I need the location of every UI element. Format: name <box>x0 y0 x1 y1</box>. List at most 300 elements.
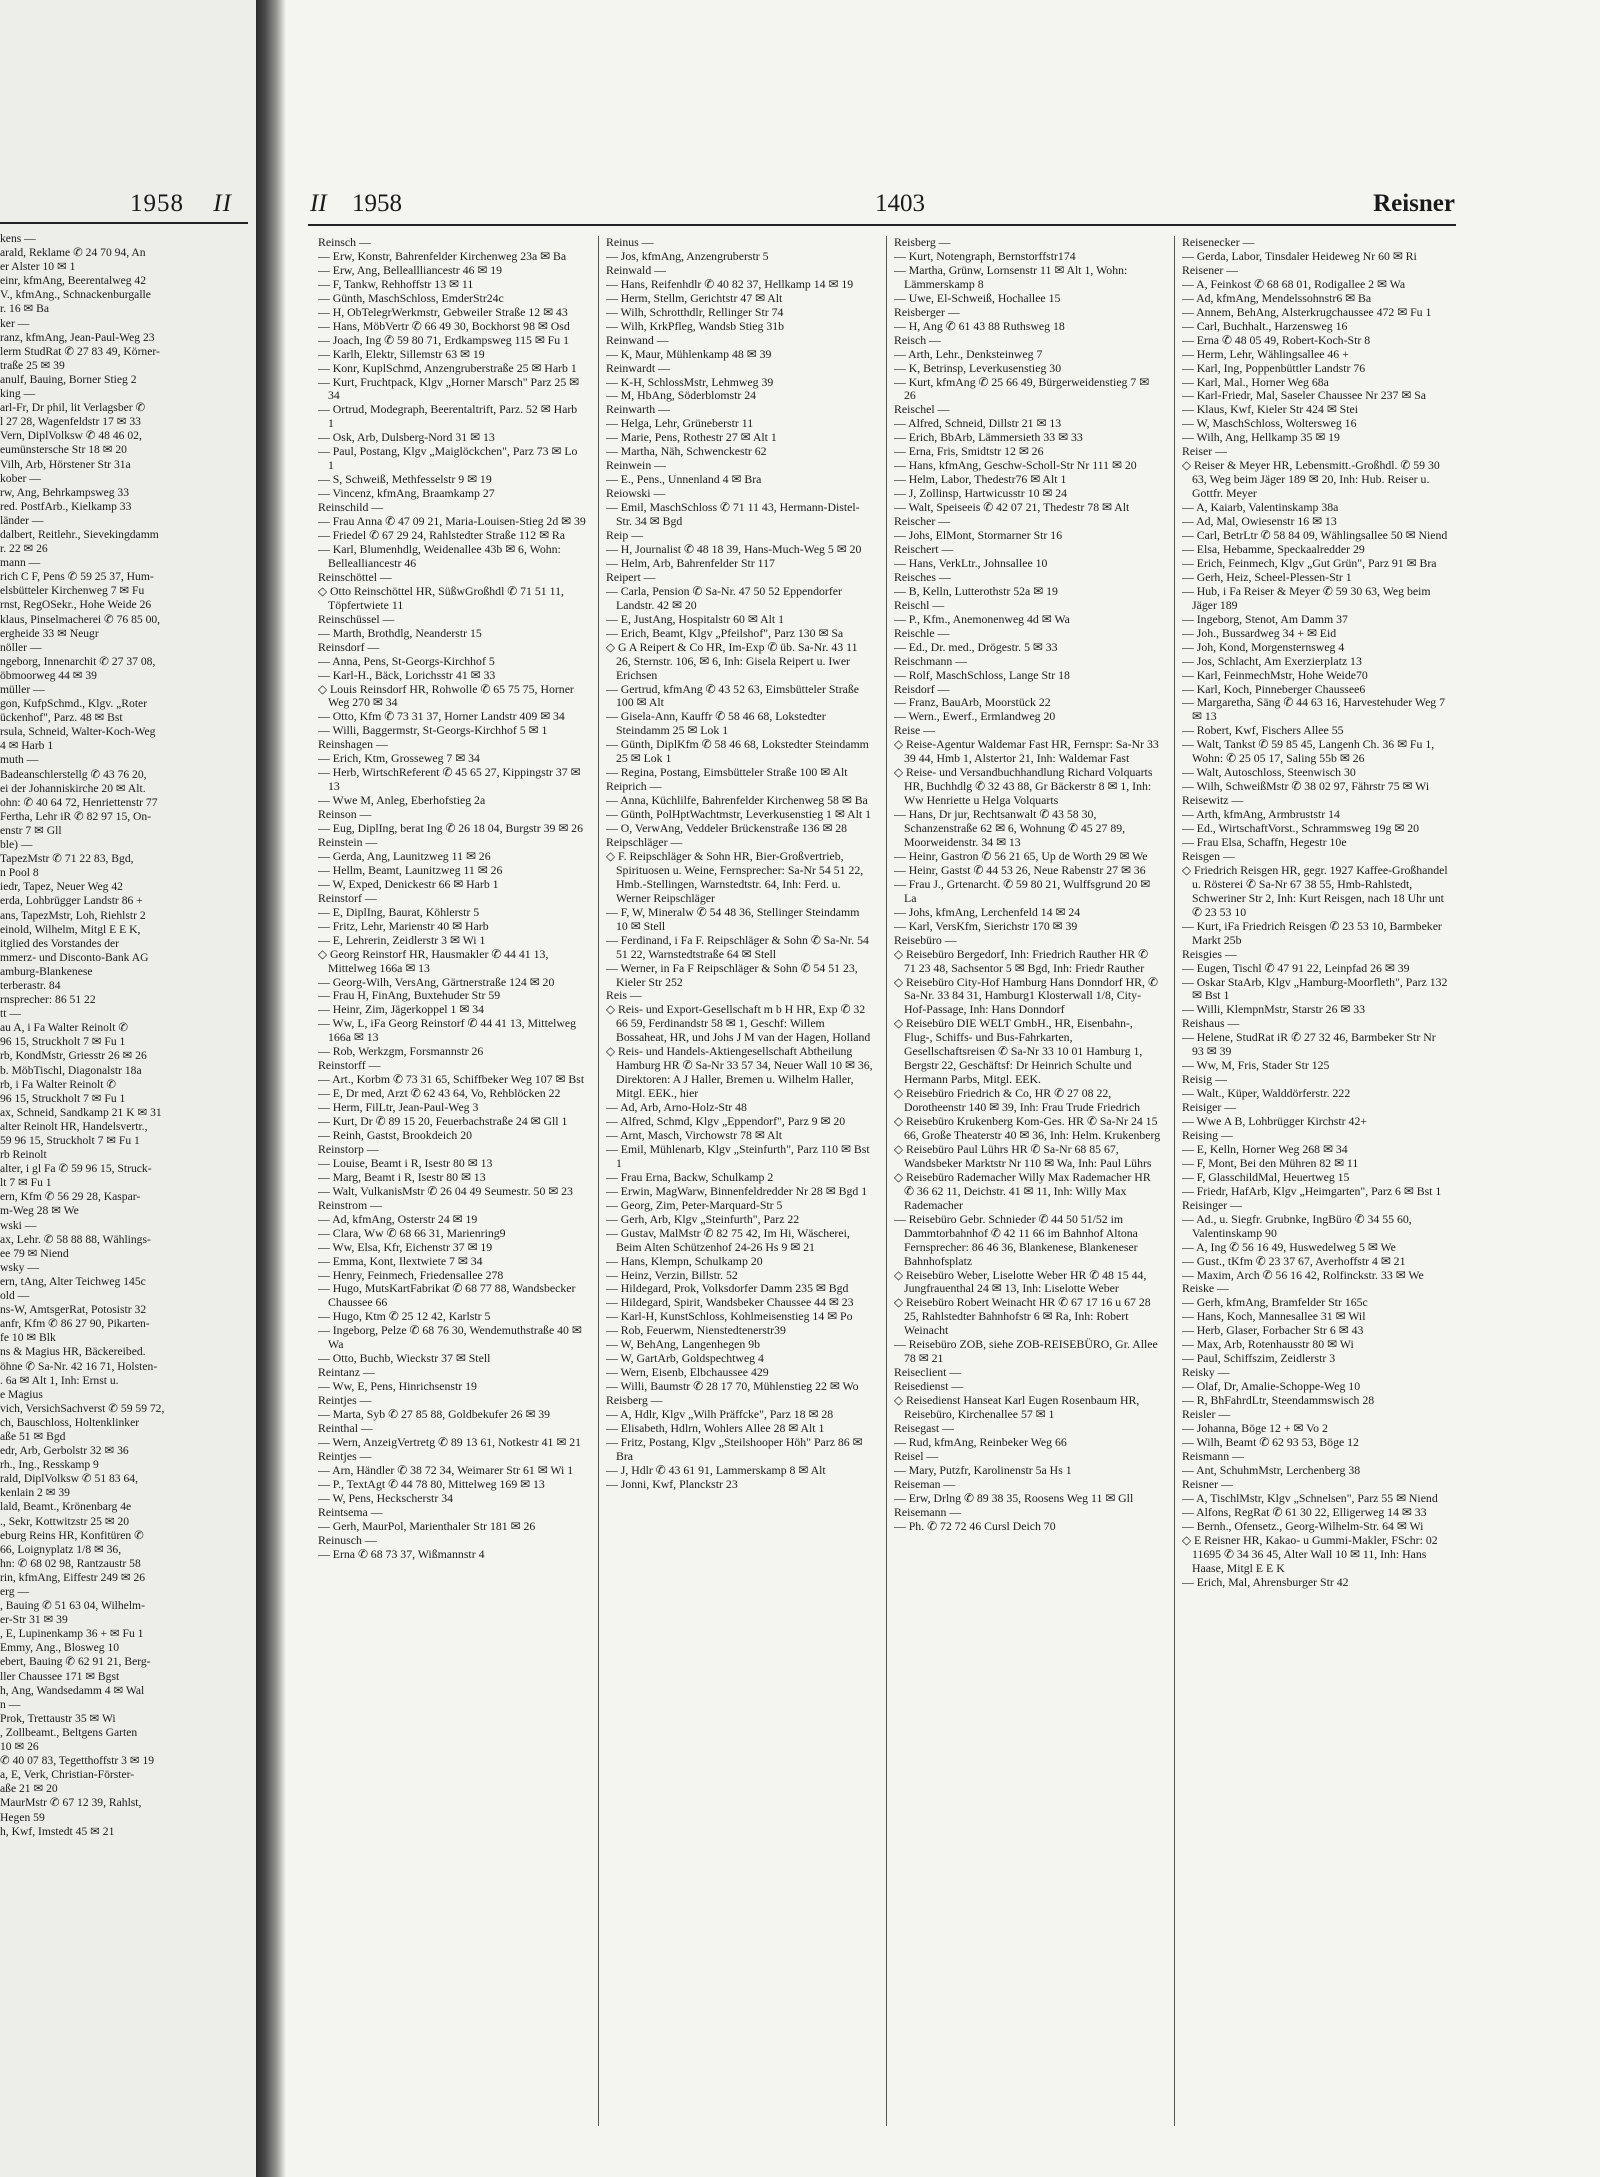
directory-entry: — Ant, SchuhmMstr, Lerchenberg 38 <box>1182 1462 1361 1477</box>
directory-entry: — Erw, Drlng ✆ 89 38 35, Roosens Weg 11 ✉ Gll <box>894 1490 1134 1505</box>
left-page-line: anulf, Bauing, Borner Stieg 2 <box>0 372 137 386</box>
surname-heading: Reisig — <box>1182 1073 1227 1087</box>
directory-entry: — Henry, Feinmech, Friedensallee 278 <box>318 1267 504 1282</box>
directory-entry: — A, Kaiarb, Valentinskamp 38a <box>1182 500 1339 515</box>
directory-entry: — Karlh, Elektr, Sillemstr 63 ✉ 19 <box>318 346 485 361</box>
directory-entry: — Hugo, MutsKartFabrikat ✆ 68 77 88, Wandsbecker Chaussee 66 <box>318 1281 576 1310</box>
directory-entry: — Herm, Lehr, Wählingsallee 46 + <box>1182 346 1349 361</box>
directory-entry: — Carl, Buchhalt., Harzensweg 16 <box>1182 318 1348 333</box>
left-page-line: muth — <box>0 753 39 767</box>
left-page-line: ei der Johanniskirche 20 ✉ Alt. <box>0 781 146 795</box>
left-page-line: ax, Schneid, Sandkamp 21 K ✉ 31 <box>0 1105 162 1119</box>
directory-entry: — Karl-Friedr, Mal, Saseler Chaussee Nr 237 ✉ Sa <box>1182 388 1426 403</box>
directory-entry: — Herb, Glaser, Forbacher Str 6 ✉ 43 <box>1182 1323 1364 1338</box>
left-page-line: terberastr. 84 <box>0 978 61 992</box>
left-page-line: r. 16 ✉ Ba <box>0 302 50 316</box>
directory-entry: ◇ Reisebüro Friedrich & Co, HR ✆ 27 08 22, Dorotheenstr 140 ✉ 39, Inh: Frau Trude Friedrich <box>894 1086 1140 1115</box>
left-page-line: dalbert, Reitlehr., Sievekingdamm <box>0 527 159 541</box>
column-1 <box>318 236 586 2126</box>
directory-entry: — A, Hdlr, Klgv „Wilh Präffcke", Parz 18 ✉ 28 <box>606 1407 834 1422</box>
directory-entry: — Willi, KlempnMstr, Starstr 26 ✉ 33 <box>1182 1002 1366 1017</box>
left-page-line: vich, VersichSachverst ✆ 59 59 72, <box>0 1401 165 1415</box>
directory-entry: — Wwe M, Anleg, Eberhofstieg 2a <box>318 793 486 808</box>
left-page-line: eburg Reins HR, Konfitüren ✆ <box>0 1528 144 1542</box>
surname-heading: Reisberg — <box>894 236 951 249</box>
left-page-text <box>0 232 252 1839</box>
directory-entry: — Vincenz, kfmAng, Braamkamp 27 <box>318 486 495 501</box>
left-page-line: ranz, kfmAng, Jean-Paul-Weg 23 <box>0 330 155 344</box>
left-page-line: alter Reinolt HR, Handelsvertr., <box>0 1119 148 1133</box>
directory-entry: — Marg, Beamt i R, Isestr 80 ✉ 13 <box>318 1169 486 1184</box>
left-page-line: einold, Wilhelm, Mitgl E E K, <box>0 922 141 936</box>
left-page-line: , E, Lupinenkamp 36 + ✉ Fu 1 <box>0 1627 144 1641</box>
left-page-line: V., kfmAng., Schnackenburgalle <box>0 288 151 302</box>
directory-entry: — Heinr, Gastron ✆ 56 21 65, Up de Worth 29 ✉ We <box>894 848 1148 863</box>
directory-entry: — W, MaschSchloss, Woltersweg 16 <box>1182 416 1357 431</box>
left-page-line: red. PostfArb., Kielkamp 33 <box>0 499 132 513</box>
directory-entry: — H, Ang ✆ 61 43 88 Ruthsweg 18 <box>894 318 1065 333</box>
surname-heading: Reisel — <box>894 1449 939 1463</box>
left-page-line: Hegen 59 <box>0 1810 45 1824</box>
left-page-line: lald, Beamt., Krönenbarg 4e <box>0 1500 132 1514</box>
directory-entry: — Karl-H., Bäck, Lorichsstr 41 ✉ 33 <box>318 667 496 682</box>
surname-heading: Reisinger — <box>1182 1198 1242 1212</box>
directory-entry: — Ferdinand, i Fa F. Reipschläger & Sohn ✆ Sa-Nr. 54 51 22, Warnstedtstraße 64 ✉ Stell <box>606 932 869 961</box>
surname-heading: Reiowski — <box>606 487 666 501</box>
directory-entry: — Gust., tKfm ✆ 23 37 67, Averhoffstr 4 ✉ 21 <box>1182 1253 1406 1268</box>
surname-heading: Reising — <box>1182 1129 1233 1142</box>
left-page-line: öbmoorweg 44 ✉ 39 <box>0 668 97 682</box>
directory-entry: — Ww, E, Pens, Hinrichsenstr 19 <box>318 1379 477 1394</box>
directory-entry: — Karl, VersKfm, Sierichstr 170 ✉ 39 <box>894 918 1078 933</box>
directory-entry: ◇ Reisebüro Bergedorf, Inh: Friedrich Rauther HR ✆ 71 23 48, Sachsentor 5 ✉ Bgd, Inh: Friedr Rauther <box>894 946 1148 975</box>
directory-entry: — Helga, Lehr, Grüneberstr 11 <box>606 416 754 431</box>
left-page-line: . 6a ✉ Alt 1, Inh: Ernst u. <box>0 1373 119 1387</box>
directory-entry: ◇ Otto Reinschöttel HR, SüßwGroßhdl ✆ 71 51 11, Töpfertwiete 11 <box>318 583 564 612</box>
left-page-line: au A, i Fa Walter Reinolt ✆ <box>0 1021 129 1035</box>
directory-entry: — Ww, Elsa, Kfr, Eichenstr 37 ✉ 19 <box>318 1239 493 1254</box>
surname-heading: Reinus — <box>606 236 654 249</box>
left-page-line: Badeanschlerstellg ✆ 43 76 20, <box>0 767 147 781</box>
directory-entry: ◇ Reisebüro DIE WELT GmbH., HR, Eisenbahn-, Flug-, Schiffs- und Bus-Fahrkarten, Gesellschaftsreisen ✆ Sa-Nr 33 10 01 Hamburg 1, Bergstr 22, Geschäftsf: Dr Heinrich Schulte und Hermann Parbs, Mitgl. EEK. <box>894 1016 1143 1087</box>
directory-entry: — Herm, Stellm, Gerichtstr 47 ✉ Alt <box>606 290 783 305</box>
surname-heading: Reisgies — <box>1182 947 1237 961</box>
directory-entry: — Erich, Feinmech, Klgv „Gut Grün", Parz 91 ✉ Bra <box>1182 555 1437 570</box>
left-page-line: ch, Bauschloss, Holtenklinker <box>0 1415 140 1429</box>
directory-entry: — Hans, Dr jur, Rechtsanwalt ✆ 43 58 30, Schanzenstraße 62 ✉ 6, Wohnung ✆ 45 27 89, Moorweidenstr. 34 ✉ 13 <box>894 807 1126 849</box>
directory-entry: — A, Feinkost ✆ 68 68 01, Rodigallee 2 ✉ Wa <box>1182 276 1406 291</box>
directory-entry: — Eug, DiplIng, berat Ing ✆ 26 18 04, Burgstr 39 ✉ 26 <box>318 821 583 836</box>
directory-entry: — Ed., Dr. med., Drögestr. 5 ✉ 33 <box>894 639 1058 654</box>
directory-entry: — Gertrud, kfmAng ✆ 43 52 63, Eimsbütteler Straße 100 ✉ Alt <box>606 681 859 710</box>
directory-entry: — Kurt, iFa Friedrich Reisgen ✆ 23 53 10, Barmbeker Markt 25b <box>1182 918 1442 947</box>
facing-page-left <box>0 0 264 2177</box>
surname-heading: Reisewitz — <box>1182 794 1244 808</box>
surname-heading: Reintjes — <box>318 1394 372 1408</box>
surname-heading: Reiseman — <box>894 1477 956 1491</box>
left-page-line: Vilh, Arb, Hörstener Str 31a <box>0 457 131 471</box>
left-page-line: , Zollbeamt., Beltgens Garten <box>0 1725 138 1739</box>
directory-entry: — Hans, Reifenhdlr ✆ 40 82 37, Hellkamp 14 ✉ 19 <box>606 276 854 291</box>
directory-entry: ◇ Reisebüro Paul Lührs HR ✆ Sa-Nr 68 85 67, Wandsbeker Marktstr Nr 110 ✉ Wa, Inh: Paul Lührs <box>894 1141 1152 1170</box>
directory-entry: — Uwe, El-Schweiß, Hochallee 15 <box>894 290 1061 305</box>
directory-entry: — E, JustAng, Hospitalstr 60 ✉ Alt 1 <box>606 611 784 626</box>
directory-entry: — Gerh, kfmAng, Bramfelder Str 165c <box>1182 1295 1368 1310</box>
directory-entry: — Hugo, Ktm ✆ 25 12 42, Karlstr 5 <box>318 1309 491 1324</box>
left-page-line: amburg-Blankenese <box>0 964 93 978</box>
directory-entry: — Anna, Küchlilfe, Bahrenfelder Kirchenweg 58 ✉ Ba <box>606 793 868 808</box>
directory-entry: — Paul, Schiffszim, Zeidlerstr 3 <box>1182 1351 1336 1366</box>
directory-entry: — Erwin, MagWarw, Binnenfeldredder Nr 28 ✉ Bgd 1 <box>606 1183 868 1198</box>
directory-entry: — Günth, DiplKfm ✆ 58 46 68, Lokstedter Steindamm 25 ✉ Lok 1 <box>606 737 869 766</box>
directory-entry: — Frau J., Grtenarcht. ✆ 59 80 21, Wulffsgrund 20 ✉ La <box>894 876 1151 905</box>
directory-entry: — Emil, Mühlenarb, Klgv „Steinfurth", Parz 110 ✉ Bst 1 <box>606 1141 870 1170</box>
directory-entry: — O, VerwAng, Veddeler Brückenstraße 136 ✉ 28 <box>606 821 848 836</box>
surname-heading: Reintjes — <box>318 1449 372 1463</box>
column-divider <box>886 236 887 2126</box>
directory-entry: — Ad, Mal, Owiesenstr 16 ✉ 13 <box>1182 514 1337 529</box>
directory-entry: — Bernh., Ofensetz., Georg-Wilhelm-Str. 64 ✉ Wi <box>1182 1518 1424 1533</box>
directory-entry: — Gustav, MalMstr ✆ 82 75 42, Im Hi, Wäscherei, Beim Alten Schützenhof 24-26 Hs 9 ✉ 21 <box>606 1225 850 1254</box>
left-header-volume: II <box>213 190 232 217</box>
surname-heading: Reipert — <box>606 570 656 584</box>
surname-heading: Reisedienst — <box>894 1380 964 1394</box>
directory-entry: — J, Zollinsp, Hartwicusstr 10 ✉ 24 <box>894 486 1068 501</box>
directory-entry: — Wilh, SchweißMstr ✆ 38 02 97, Fährstr 75 ✉ Wi <box>1182 779 1430 794</box>
directory-entry: — Osk, Arb, Dulsberg-Nord 31 ✉ 13 <box>318 430 495 445</box>
surname-heading: Reise — <box>894 724 935 738</box>
book-gutter-shadow <box>256 0 286 2177</box>
left-page-line: ohn: ✆ 40 64 72, Henriettenstr 77 <box>0 795 158 809</box>
left-page-line: rich C F, Pens ✆ 59 25 37, Hum- <box>0 570 154 584</box>
column-divider <box>1174 236 1175 2126</box>
directory-entry: — Kurt, Fruchtpack, Klgv „Horner Marsch" Parz 25 ✉ 34 <box>318 374 580 403</box>
directory-entry: — Georg-Wilh, VersAng, Gärtnerstraße 124 ✉ 20 <box>318 974 555 989</box>
directory-entry: — M, HbAng, Söderblomstr 24 <box>606 388 757 403</box>
left-page-line: erg — <box>0 1585 30 1598</box>
left-page-line: ns & Magius HR, Bäckereibed. <box>0 1345 146 1359</box>
directory-entry: — Frau H, FinAng, Buxtehuder Str 59 <box>318 988 501 1003</box>
directory-entry: ◇ Reise- und Versandbuchhandlung Richard Volquarts HR, Buchhdlg ✆ 32 43 88, Gr Bäckerstr 8 ✉ 1, Inh: Ww Henriette u Helga Volquarts <box>894 765 1153 808</box>
directory-entry: — Hans, Koch, Mannesallee 31 ✉ Wil <box>1182 1309 1366 1324</box>
left-page-line: ee 79 ✉ Niend <box>0 1246 69 1260</box>
directory-entry: — Margaretha, Säng ✆ 44 63 16, Harvestehuder Weg 7 ✉ 13 <box>1182 695 1446 724</box>
directory-entry: — Robert, Kwf, Fischers Allee 55 <box>1182 723 1344 738</box>
directory-entry: — Herm, FilLtr, Jean-Paul-Weg 3 <box>318 1100 479 1115</box>
directory-entry: — Hans, kfmAng, Geschw-Scholl-Str Nr 111 ✉ 20 <box>894 458 1137 473</box>
left-page-line: traße 25 ✉ 39 <box>0 358 65 372</box>
directory-entry: — Hellm, Beamt, Launitzweg 11 ✉ 26 <box>318 862 503 877</box>
left-page-line: l 27 28, Wagenfeldstr 17 ✉ 33 <box>0 415 141 429</box>
directory-entry: — Gerh, Heiz, Scheel-Plessen-Str 1 <box>1182 569 1352 584</box>
left-page-line: 10 ✉ 26 <box>0 1740 39 1754</box>
directory-entry: — Karl, Koch, Pinneberger Chaussee6 <box>1182 681 1366 696</box>
directory-entry: — Fritz, Postang, Klgv „Steilshooper Höh" Parz 86 ✉ Bra <box>606 1434 863 1463</box>
surname-heading: Reisemann — <box>894 1505 962 1519</box>
directory-entry: — Ad, kfmAng, Mendelssohnstr6 ✉ Ba <box>1182 290 1372 305</box>
directory-entry: — H, Journalist ✆ 48 18 39, Hans-Much-Weg 5 ✉ 20 <box>606 541 862 556</box>
surname-heading: Reinstorf — <box>318 891 377 905</box>
directory-entry: — Johs, kfmAng, Lerchenfeld 14 ✉ 24 <box>894 904 1081 919</box>
left-page-line: gon, KufpSchmd., Klgv. „Roter <box>0 697 148 711</box>
surname-heading: Reinthal — <box>318 1422 373 1436</box>
surname-heading: Reinwein — <box>606 459 666 473</box>
left-page-line: ✆ 40 07 83, Tegetthoffstr 3 ✉ 19 <box>0 1754 155 1768</box>
header-year: 1958 <box>352 190 402 217</box>
directory-entry: — Joach, Ing ✆ 59 80 71, Erdkampsweg 115 ✉ Fu 1 <box>318 332 569 347</box>
directory-entry: — Werner, in Fa F Reipschläger & Sohn ✆ 54 51 23, Kieler Str 252 <box>606 960 858 989</box>
directory-entry: — S, Schweiß, Methfesselstr 9 ✉ 19 <box>318 472 492 487</box>
directory-entry: — B, Kelln, Lutterothstr 52a ✉ 19 <box>894 583 1058 598</box>
surname-heading: Reinstrom — <box>318 1198 382 1212</box>
directory-entry: — Elsa, Hebamme, Speckaalredder 29 <box>1182 541 1365 556</box>
directory-entry: — Walt, Speiseeis ✆ 42 07 21, Thedestr 78 ✉ Alt <box>894 500 1130 515</box>
directory-entry: — Ad, kfmAng, Osterstr 24 ✉ 19 <box>318 1211 478 1226</box>
directory-entry: ◇ Reis- und Export-Gesellschaft m b H HR, Exp ✆ 32 66 59, Ferdinandstr 58 ✉ 1, Geschf: Willem Bossaheat, HR, und Johs J M van der Hagen, Holland <box>606 1002 871 1045</box>
left-page-line: rin, kfmAng, Eiffestr 249 ✉ 26 <box>0 1570 146 1584</box>
surname-heading: Reipschläger — <box>606 835 683 849</box>
directory-entry: — Rud, kfmAng, Reinbeker Weg 66 <box>894 1434 1067 1449</box>
directory-entry: — H, ObTelegrWerkmstr, Gebweiler Straße 12 ✉ 43 <box>318 304 568 319</box>
directory-entry: — Annem, BehAng, Alsterkrugchaussee 472 ✉ Fu 1 <box>1182 304 1432 319</box>
directory-entry: — Konr, KuplSchmd, Anzengruberstraße 25 ✉ Harb 1 <box>318 360 577 375</box>
surname-heading: Reismann — <box>1182 1449 1244 1463</box>
left-page-line: anfr, Kfm ✆ 86 27 90, Pikarten- <box>0 1317 150 1331</box>
surname-heading: Reischert — <box>894 542 954 556</box>
surname-heading: Reinstorff — <box>318 1059 381 1073</box>
directory-entry: — Karl, Mal., Horner Weg 68a <box>1182 374 1329 389</box>
directory-entry: — Ph. ✆ 72 72 46 Cursl Deich 70 <box>894 1518 1056 1533</box>
surname-heading: Reisenecker — <box>1182 236 1255 249</box>
directory-entry: — Martha, Näh, Schwenckestr 62 <box>606 444 767 459</box>
surname-heading: Reinsdorf — <box>318 640 380 654</box>
surname-heading: Reischle — <box>894 626 950 640</box>
directory-entry: — Heinz, Verzin, Billstr. 52 <box>606 1267 738 1282</box>
directory-entry: — Willi, Baggermstr, St-Georgs-Kirchhof 5 ✉ 1 <box>318 723 548 738</box>
directory-entry: — Ad., u. Siegfr. Grubnke, IngBüro ✆ 34 55 60, Valentinskamp 90 <box>1182 1211 1412 1240</box>
directory-entry: — Erich, Beamt, Klgv „Pfeilshof", Parz 130 ✉ Sa <box>606 625 844 640</box>
surname-heading: Reischer — <box>894 515 951 529</box>
directory-entry: — Marta, Syb ✆ 27 85 88, Goldbekufer 26 ✉ 39 <box>318 1407 551 1422</box>
surname-heading: Reiseclient — <box>894 1366 962 1380</box>
left-page-line: r. 22 ✉ 26 <box>0 542 48 556</box>
directory-entry: — W, Exped, Denickestr 66 ✉ Harb 1 <box>318 876 499 891</box>
directory-entry: — Klaus, Kwf, Kieler Str 424 ✉ Stei <box>1182 402 1359 417</box>
surname-heading: Reinstein — <box>318 835 378 849</box>
directory-entry: — Carl, BetrLtr ✆ 58 84 09, Wählingsallee 50 ✉ Niend <box>1182 528 1448 543</box>
directory-entry: — Johanna, Böge 12 + ✉ Vo 2 <box>1182 1421 1328 1436</box>
directory-entry: — Rolf, MaschSchloss, Lange Str 18 <box>894 667 1070 682</box>
directory-entry: — Wwe A B, Lohbrügger Kirchstr 42+ <box>1182 1114 1367 1129</box>
directory-entry: — Walt, Autoschloss, Steenwisch 30 <box>1182 765 1356 780</box>
directory-entry: — E, Dr med, Arzt ✆ 62 43 64, Vo, Rehblöcken 22 <box>318 1086 561 1101</box>
left-page-line: 96 15, Struckholt 7 ✉ Fu 1 <box>0 1035 126 1049</box>
directory-entry: — Hildegard, Spirit, Wandsbeker Chaussee 44 ✉ 23 <box>606 1295 854 1310</box>
directory-entry: — Helm, Arb, Bahrenfelder Str 117 <box>606 555 775 570</box>
directory-entry: ◇ Reis- und Handels-Aktiengesellschaft Abtheilung Hamburg HR ✆ Sa-Nr 33 57 34, Neuer Wall 10 ✉ 36, Direktoren: A J Haller, Bremen u. Wilhelm Haller, Mitgl. EEK., hier <box>606 1044 873 1101</box>
left-page-line: 59 96 15, Struckholt 7 ✉ Fu 1 <box>0 1134 140 1147</box>
left-page-line: ., Sekr, Kottwitzstr 25 ✉ 20 <box>0 1514 130 1528</box>
header-rule <box>308 224 1456 226</box>
header-volume: II <box>310 190 327 217</box>
directory-entry: — Günth, PolHptWachtmstr, Leverkusenstieg 1 ✉ Alt 1 <box>606 807 872 822</box>
directory-entry: ◇ Reisedienst Hanseat Karl Eugen Rosenbaum HR, Reisebüro, Kirchenallee 57 ✉ 1 <box>894 1393 1140 1422</box>
directory-entry: — Hildegard, Prok, Volksdorfer Damm 235 ✉ Bgd <box>606 1281 849 1296</box>
directory-entry: — F, Mont, Bei den Mühren 82 ✉ 11 <box>1182 1155 1359 1170</box>
left-page-line: ebert, Bauing ✆ 62 91 21, Berg- <box>0 1655 151 1669</box>
surname-heading: Reisberger — <box>894 305 960 319</box>
left-page-line: rb, KondMstr, Griesstr 26 ✉ 26 <box>0 1049 147 1063</box>
surname-heading: Reinwardt — <box>606 361 670 375</box>
left-page-line: ern, tAng, Alter Teichweg 145c <box>0 1274 146 1288</box>
directory-entry: ◇ Georg Reinstorf HR, Hausmakler ✆ 44 41 13, Mittelweg 166a ✉ 13 <box>318 946 549 975</box>
left-page-line: arl-Fr, Dr phil, lit Verlagsber ✆ <box>0 401 146 415</box>
left-page-line: n — <box>0 1697 21 1711</box>
left-page-line: kenlain 2 ✉ 39 <box>0 1486 70 1500</box>
left-page-line: n Pool 8 <box>0 866 39 880</box>
directory-entry: — Hans, MöbVertr ✆ 66 49 30, Bockhorst 98 ✉ Osd <box>318 318 570 333</box>
left-page-line: elsbütteler Kirchenweg 7 ✉ Fu <box>0 584 145 598</box>
directory-page <box>290 0 1600 2177</box>
directory-entry: — Emil, MaschSchloss ✆ 71 11 43, Hermann-Distel-Str. 34 ✉ Bgd <box>606 500 860 529</box>
directory-entry: — Walt., Küper, Walddörferstr. 222 <box>1182 1086 1351 1101</box>
directory-entry: — Wern, AnzeigVertretg ✆ 89 13 61, Notkestr 41 ✉ 21 <box>318 1434 582 1449</box>
directory-entry: — F, W, Mineralw ✆ 54 48 36, Stellinger Steindamm 10 ✉ Stell <box>606 904 860 933</box>
directory-entry: — Emma, Kont, Ilextwiete 7 ✉ 34 <box>318 1253 483 1268</box>
directory-entry: — Arth, kfmAng, Armbruststr 14 <box>1182 807 1340 822</box>
directory-entry: ◇ Reisebüro Rademacher Willy Max Rademacher HR ✆ 36 62 11, Deichstr. 41 ✉ 11, Inh: Willy Max Rademacher <box>894 1169 1151 1212</box>
left-page-line: rb Reinolt <box>0 1148 47 1162</box>
left-page-line: Prok, Trettaustr 35 ✉ Wi <box>0 1711 116 1725</box>
directory-entry: — Frau Anna ✆ 47 09 21, Maria-Louisen-Stieg 2d ✉ 39 <box>318 514 586 529</box>
surname-heading: Reishaus — <box>1182 1017 1240 1031</box>
directory-entry: — Paul, Postang, Klgv „Maiglöckchen", Parz 73 ✉ Lo 1 <box>318 444 578 473</box>
directory-entry: — Friedr, HafArb, Klgv „Heimgarten", Parz 6 ✉ Bst 1 <box>1182 1183 1442 1198</box>
directory-entry: ◇ Reisebüro Krukenberg Kom-Ges. HR ✆ Sa-Nr 24 15 66, Große Theaterstr 40 ✉ 36, Inh: Helm. Krukenberg <box>894 1114 1161 1142</box>
directory-entry: — Ad, Arb, Arno-Holz-Str 48 <box>606 1100 747 1115</box>
directory-entry: — Otto, Buchb, Wieckstr 37 ✉ Stell <box>318 1351 491 1366</box>
directory-entry: — Gerda, Ang, Launitzweg 11 ✉ 26 <box>318 848 491 863</box>
left-page-line: tt — <box>0 1007 21 1021</box>
left-page-line: Vern, DiplVolksw ✆ 48 46 02, <box>0 429 142 443</box>
left-page-line: aße 51 ✉ Bgd <box>0 1429 66 1443</box>
directory-entry: — P., TextAgt ✆ 44 78 80, Mittelweg 169 ✉ 13 <box>318 1476 545 1491</box>
left-page-line: aße 21 ✉ 20 <box>0 1782 58 1796</box>
directory-entry: — E., Pens., Unnenland 4 ✉ Bra <box>606 472 762 487</box>
surname-heading: Reischl — <box>894 598 945 612</box>
directory-entry: — Erich, Ktm, Grosseweg 7 ✉ 34 <box>318 751 480 766</box>
surname-heading: Reis — <box>606 989 642 1003</box>
surname-heading: Reisener — <box>1182 263 1239 277</box>
left-page-line: er Alster 10 ✉ 1 <box>0 260 76 274</box>
directory-entry: — Alfons, RegRat ✆ 61 30 22, Elligerweg 14 ✉ 33 <box>1182 1504 1427 1519</box>
left-page-line: rnsprecher: 86 51 22 <box>0 993 96 1007</box>
left-page-line: wsky — <box>0 1260 39 1274</box>
directory-entry: — Olaf, Dr, Amalie-Schoppe-Weg 10 <box>1182 1379 1361 1394</box>
directory-entry: — Otto, Kfm ✆ 73 31 37, Horner Landstr 409 ✉ 34 <box>318 709 565 724</box>
left-page-line: kens — <box>0 232 36 245</box>
left-page-line: eumünstersche Str 18 ✉ 20 <box>0 443 127 457</box>
left-page-line: rsula, Schneid, Walter-Koch-Weg <box>0 725 156 739</box>
left-page-line: hn: ✆ 68 02 98, Rantzaustr 58 <box>0 1556 141 1570</box>
left-page-line: a, E, Verk, Christian-Förster- <box>0 1768 135 1782</box>
directory-entry: — Louise, Beamt i R, Isestr 80 ✉ 13 <box>318 1155 493 1170</box>
running-head: Reisner <box>1373 190 1455 217</box>
left-page-line: öhne ✆ Sa-Nr. 42 16 71, Holsten- <box>0 1359 158 1373</box>
directory-entry: ◇ Reiser & Meyer HR, Lebensmitt.-Großhdl. ✆ 59 30 63, Weg beim Jäger 189 ✉ 20, Inh: Hub. Reiser u. Gottfr. Meyer <box>1182 458 1440 501</box>
directory-entry: — Erich, BbArb, Lämmersieth 33 ✉ 33 <box>894 430 1083 445</box>
directory-entry: — Frau Erna, Backw, Schulkamp 2 <box>606 1169 774 1184</box>
left-page-line: länder — <box>0 513 44 527</box>
directory-entry: — Ingeborg, Stenot, Am Damm 37 <box>1182 611 1348 626</box>
left-page-line: ker — <box>0 316 30 330</box>
directory-entry: — Walt, VulkanisMstr ✆ 26 04 49 Seumestr. 50 ✉ 23 <box>318 1183 573 1198</box>
left-page-line: ngeborg, Innenarchit ✆ 27 37 08, <box>0 654 156 668</box>
directory-entry: — Georg, Zim, Peter-Marquard-Str 5 <box>606 1197 783 1212</box>
directory-entry: — Erw, Konstr, Bahrenfelder Kirchenweg 23a ✉ Ba <box>318 248 567 263</box>
directory-entry: — Ingeborg, Pelze ✆ 68 76 30, Wendemuthstraße 40 ✉ Wa <box>318 1323 582 1352</box>
surname-heading: Reinschüssel — <box>318 612 395 626</box>
directory-entry: — J, Hdlr ✆ 43 61 91, Lammerskamp 8 ✉ Alt <box>606 1462 826 1477</box>
directory-entry: — Erna ✆ 48 05 49, Robert-Koch-Str 8 <box>1182 332 1371 347</box>
directory-entry: — Joh., Bussardweg 34 + ✉ Eid <box>1182 625 1337 640</box>
left-page-line: TapezMstr ✆ 71 22 83, Bgd, <box>0 852 134 866</box>
directory-entry: — Rob, Werkzgm, Forsmannstr 26 <box>318 1044 484 1059</box>
left-page-line: h, Kwf, Imstedt 45 ✉ 21 <box>0 1824 115 1838</box>
directory-entry: — Alfred, Schneid, Dillstr 21 ✉ 13 <box>894 416 1062 431</box>
directory-entry: — Friedel ✆ 67 29 24, Rahlstedter Straße 112 ✉ Ra <box>318 528 566 543</box>
left-page-line: m-Weg 28 ✉ We <box>0 1204 79 1218</box>
left-page-line: wski — <box>0 1218 37 1232</box>
directory-entry: — Karl, Blumenhdlg, Weidenallee 43b ✉ 6, Wohn: Bellealliancestr 46 <box>318 541 561 570</box>
directory-entry: — W, Pens, Heckscherstr 34 <box>318 1490 453 1505</box>
directory-entry: — Wilh, Schrotthdlr, Rellinger Str 74 <box>606 304 784 319</box>
directory-entry: — Arn, Händler ✆ 38 72 34, Weimarer Str 61 ✉ Wi 1 <box>318 1462 574 1477</box>
surname-heading: Reinshagen — <box>318 738 388 752</box>
left-page-line: müller — <box>0 683 45 696</box>
surname-heading: Reiser — <box>1182 445 1227 459</box>
left-page-line: rw, Ang, Behrkampsweg 33 <box>0 485 130 499</box>
column-divider <box>598 236 599 2126</box>
directory-entry: — Ortrud, Modegraph, Beerentaltrift, Parz. 52 ✉ Harb 1 <box>318 402 578 431</box>
left-page-line: mann — <box>0 556 41 570</box>
surname-heading: Reisky — <box>1182 1366 1230 1380</box>
left-page-line: rh., Ing., Resskamp 9 <box>0 1458 99 1472</box>
left-page-line: lerm StudRat ✆ 27 83 49, Körner- <box>0 344 160 358</box>
left-page-line: kober — <box>0 471 41 485</box>
directory-entry: — Jonni, Kwf, Planckstr 23 <box>606 1476 738 1491</box>
directory-entry: — Regina, Postang, Eimsbütteler Straße 100 ✉ Alt <box>606 765 848 780</box>
left-page-line: Fertha, Lehr iR ✆ 82 97 15, On- <box>0 809 152 823</box>
directory-entry: — A, Ing ✆ 56 16 49, Huswedelweg 5 ✉ We <box>1182 1239 1396 1254</box>
directory-entry: — E, Lehrerin, Zeidlerstr 3 ✉ Wi 1 <box>318 932 486 947</box>
directory-entry: — Alfred, Schmd, Klgv „Eppendorf", Parz 9 ✉ 20 <box>606 1114 846 1129</box>
surname-heading: Reinwarth — <box>606 403 670 417</box>
surname-heading: Reischel — <box>894 403 950 417</box>
directory-entry: ◇ Reisebüro Robert Weinacht HR ✆ 67 17 16 u 67 28 25, Rahlstedter Bahnhofstr 6 ✉ Ra, Inh: Robert Weinacht <box>894 1295 1151 1338</box>
directory-entry: — Clara, Ww ✆ 68 66 31, Marienring9 <box>318 1225 506 1240</box>
left-page-line: er-Str 31 ✉ 39 <box>0 1613 68 1627</box>
left-page-line: rnst, RegOSekr., Hohe Weide 26 <box>0 598 152 612</box>
left-page-line: ergheide 33 ✉ Neugr <box>0 626 99 640</box>
surname-heading: Reisegast — <box>894 1422 954 1436</box>
left-page-line: ller Chaussee 171 ✉ Bgst <box>0 1669 120 1683</box>
surname-heading: Reisch — <box>894 333 941 347</box>
directory-entry: — Fritz, Lehr, Marienstr 40 ✉ Harb <box>318 918 489 933</box>
surname-heading: Reischmann — <box>894 654 968 668</box>
directory-entry: — Gerda, Labor, Tinsdaler Heideweg Nr 60 ✉ Ri <box>1182 248 1417 263</box>
directory-entry: — Arnt, Masch, Virchowstr 78 ✉ Alt <box>606 1128 783 1142</box>
